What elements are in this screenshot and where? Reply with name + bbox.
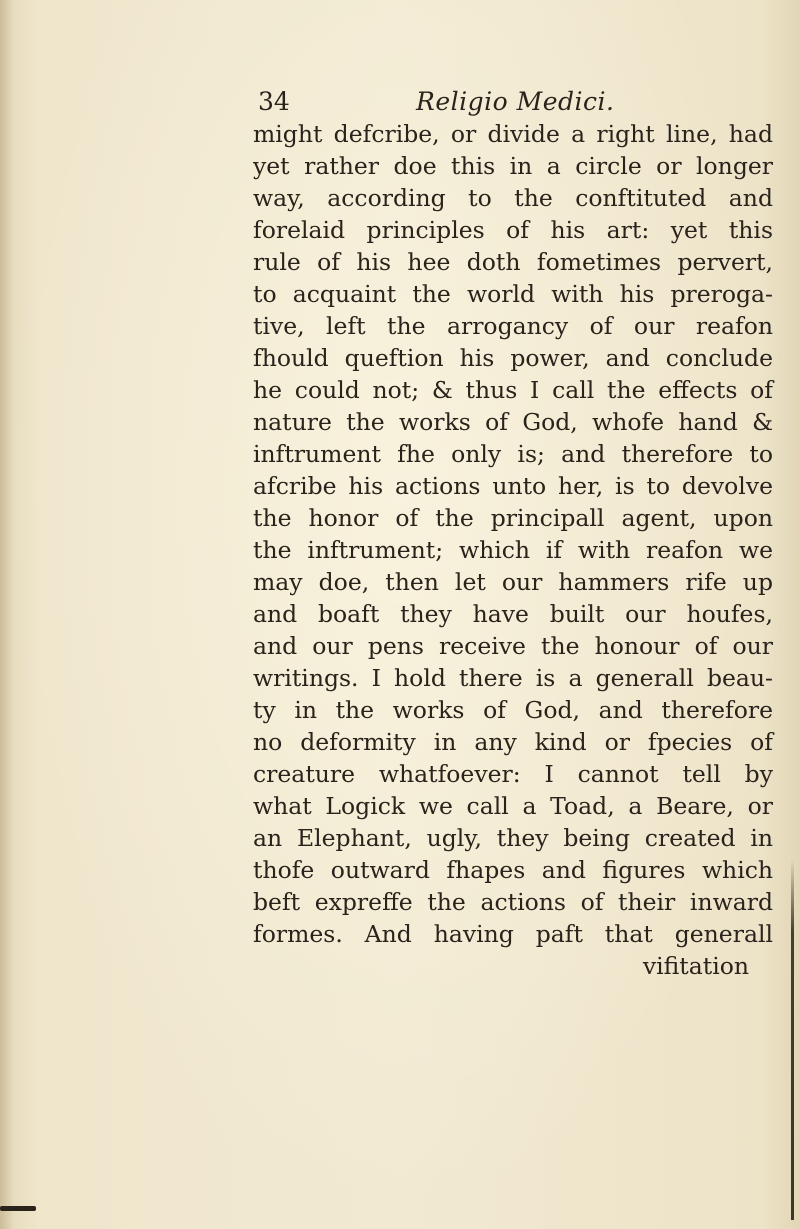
text-line: formes. And having paft that generall [253,920,773,948]
text-line: way, according to the conftituted and [253,184,773,212]
text-line: rule of his hee doth fometimes pervert, [253,248,773,276]
text-line: the inftrument; which if with reafon we [253,536,773,564]
text-line: afcribe his actions unto her, is to devolve [253,472,773,500]
text-line: no deformity in any kind or fpecies of [253,728,773,756]
page-gutter-shadow [0,0,14,1229]
text-line: forelaid principles of his art: yet this [253,216,773,244]
text-line: thofe outward fhapes and figures which [253,856,773,884]
text-line: inftrument fhe only is; and therefore to [253,440,773,468]
text-line: fhould queftion his power, and conclude [253,344,773,372]
page-number: 34 [258,87,290,116]
text-line: and boaft they have built our houfes, [253,600,773,628]
text-line: nature the works of God, whofe hand & [253,408,773,436]
text-line: to acquaint the world with his preroga- [253,280,773,308]
text-line: creature whatfoever: I cannot tell by [253,760,773,788]
text-line: ty in the works of God, and therefore [253,696,773,724]
page-edge-mark [791,860,794,1220]
text-line: yet rather doe this in a circle or longer [253,152,773,180]
catchword: vifitation [642,952,749,980]
text-line: writings. I hold there is a generall beau- [253,664,773,692]
text-line: might defcribe, or divide a right line, had [253,120,773,148]
page-corner-mark [0,1206,36,1211]
text-line: what Logick we call a Toad, a Beare, or [253,792,773,820]
running-header [258,86,678,118]
body-text [253,118,773,982]
text-line: tive, left the arrogancy of our reafon [253,312,773,340]
text-line: beft expreffe the actions of their inward [253,888,773,916]
text-line: an Elephant, ugly, they being created in [253,824,773,852]
running-title: Religio Medici. [416,87,615,116]
text-line: the honor of the principall agent, upon [253,504,773,532]
text-line: he could not; & thus I call the effects of [253,376,773,404]
text-line: and our pens receive the honour of our [253,632,773,660]
text-line: may doe, then let our hammers rife up [253,568,773,596]
